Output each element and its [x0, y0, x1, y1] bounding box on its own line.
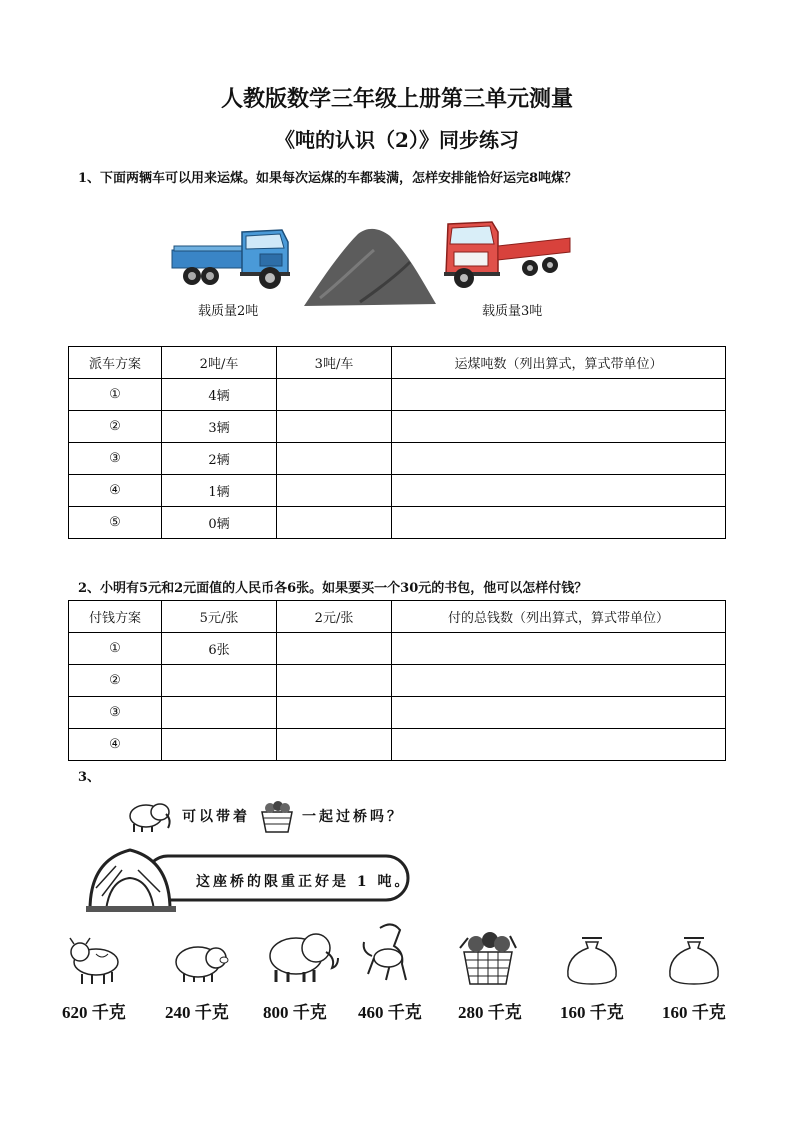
elephant-icon	[262, 926, 340, 986]
red-truck-icon	[442, 216, 572, 292]
table-header-row	[69, 601, 726, 633]
small-truck-caption: 载质量2吨	[198, 304, 259, 319]
plan-number-cell: ①	[69, 633, 162, 665]
plan-number-cell: ①	[69, 379, 162, 411]
cow-weight: 620 千克	[62, 1003, 126, 1022]
plan-number-cell: ②	[69, 411, 162, 443]
table-header-row	[69, 347, 726, 379]
table-row	[69, 697, 726, 729]
small-truck-count-cell: 1辆	[162, 475, 277, 507]
big-truck-count-cell[interactable]	[277, 507, 392, 539]
table-row	[69, 729, 726, 761]
small-truck-count-cell: 2辆	[162, 443, 277, 475]
formula-cell[interactable]	[392, 633, 726, 665]
basket-icon	[456, 926, 520, 988]
table-row	[69, 507, 726, 539]
table-row	[69, 475, 726, 507]
blue-truck-icon	[170, 222, 294, 294]
plan-number-cell: ②	[69, 665, 162, 697]
formula-cell[interactable]	[392, 697, 726, 729]
coal-pile-icon	[300, 222, 440, 312]
sack-icon	[664, 930, 724, 986]
header-cell: 运煤吨数（列出算式，算式带单位）	[392, 347, 726, 379]
question-3-part1: 可以带着	[182, 809, 250, 825]
five-yuan-count-cell[interactable]	[162, 729, 277, 761]
formula-cell[interactable]	[392, 475, 726, 507]
question-2-table	[68, 600, 726, 761]
big-truck-count-cell[interactable]	[277, 379, 392, 411]
formula-cell[interactable]	[392, 665, 726, 697]
sack-1-weight: 160 千克	[560, 1003, 624, 1022]
small-elephant-icon	[122, 796, 174, 836]
question-1-text: 1、下面两辆车可以用来运煤。如果每次运煤的车都装满，怎样安排能恰好运完8吨煤？	[78, 171, 578, 186]
table-row	[69, 443, 726, 475]
basket-weight: 280 千克	[458, 1003, 522, 1022]
header-cell: 3吨/车	[277, 347, 392, 379]
horse-weight: 460 千克	[358, 1003, 422, 1022]
five-yuan-count-cell: 6张	[162, 633, 277, 665]
five-yuan-count-cell[interactable]	[162, 665, 277, 697]
horse-icon	[360, 918, 420, 988]
two-yuan-count-cell[interactable]	[277, 697, 392, 729]
sack-2-weight: 160 千克	[662, 1003, 726, 1022]
formula-cell[interactable]	[392, 379, 726, 411]
formula-cell[interactable]	[392, 729, 726, 761]
table-row	[69, 633, 726, 665]
two-yuan-count-cell[interactable]	[277, 729, 392, 761]
formula-cell[interactable]	[392, 507, 726, 539]
sack-icon	[562, 930, 622, 986]
plan-number-cell: ③	[69, 443, 162, 475]
plan-number-cell: ③	[69, 697, 162, 729]
small-truck-count-cell: 4辆	[162, 379, 277, 411]
header-cell: 2吨/车	[162, 347, 277, 379]
table-row	[69, 665, 726, 697]
header-cell: 2元/张	[277, 601, 392, 633]
header-cell: 派车方案	[69, 347, 162, 379]
big-truck-count-cell[interactable]	[277, 443, 392, 475]
small-truck-count-cell: 0辆	[162, 507, 277, 539]
big-truck-caption: 载质量3吨	[482, 304, 543, 319]
header-cell: 付钱方案	[69, 601, 162, 633]
formula-cell[interactable]	[392, 443, 726, 475]
big-truck-count-cell[interactable]	[277, 411, 392, 443]
two-yuan-count-cell[interactable]	[277, 633, 392, 665]
pig-weight: 240 千克	[165, 1003, 229, 1022]
page-title: 人教版数学三年级上册第三单元测量	[220, 86, 573, 112]
small-truck-count-cell: 3辆	[162, 411, 277, 443]
cow-icon	[66, 934, 126, 988]
table-row	[69, 379, 726, 411]
pig-icon	[168, 938, 232, 986]
question-1-table	[68, 346, 726, 539]
two-yuan-count-cell[interactable]	[277, 665, 392, 697]
formula-cell[interactable]	[392, 411, 726, 443]
small-basket-icon	[258, 798, 296, 836]
plan-number-cell: ⑤	[69, 507, 162, 539]
header-cell: 付的总钱数（列出算式，算式带单位）	[392, 601, 726, 633]
five-yuan-count-cell[interactable]	[162, 697, 277, 729]
question-3-part2: 一起过桥吗？	[302, 809, 404, 825]
page-subtitle: 《吨的认识（2）》同步练习	[275, 128, 519, 152]
elephant-weight: 800 千克	[263, 1003, 327, 1022]
big-truck-count-cell[interactable]	[277, 475, 392, 507]
table-row	[69, 411, 726, 443]
header-cell: 5元/张	[162, 601, 277, 633]
bridge-limit-text: 这座桥的限重正好是 1 吨。	[196, 874, 412, 890]
plan-number-cell: ④	[69, 729, 162, 761]
question-2-text: 2、小明有5元和2元面值的人民币各6张。如果要买一个30元的书包，他可以怎样付钱？	[78, 581, 588, 596]
plan-number-cell: ④	[69, 475, 162, 507]
question-3-number: 3、	[78, 770, 101, 785]
